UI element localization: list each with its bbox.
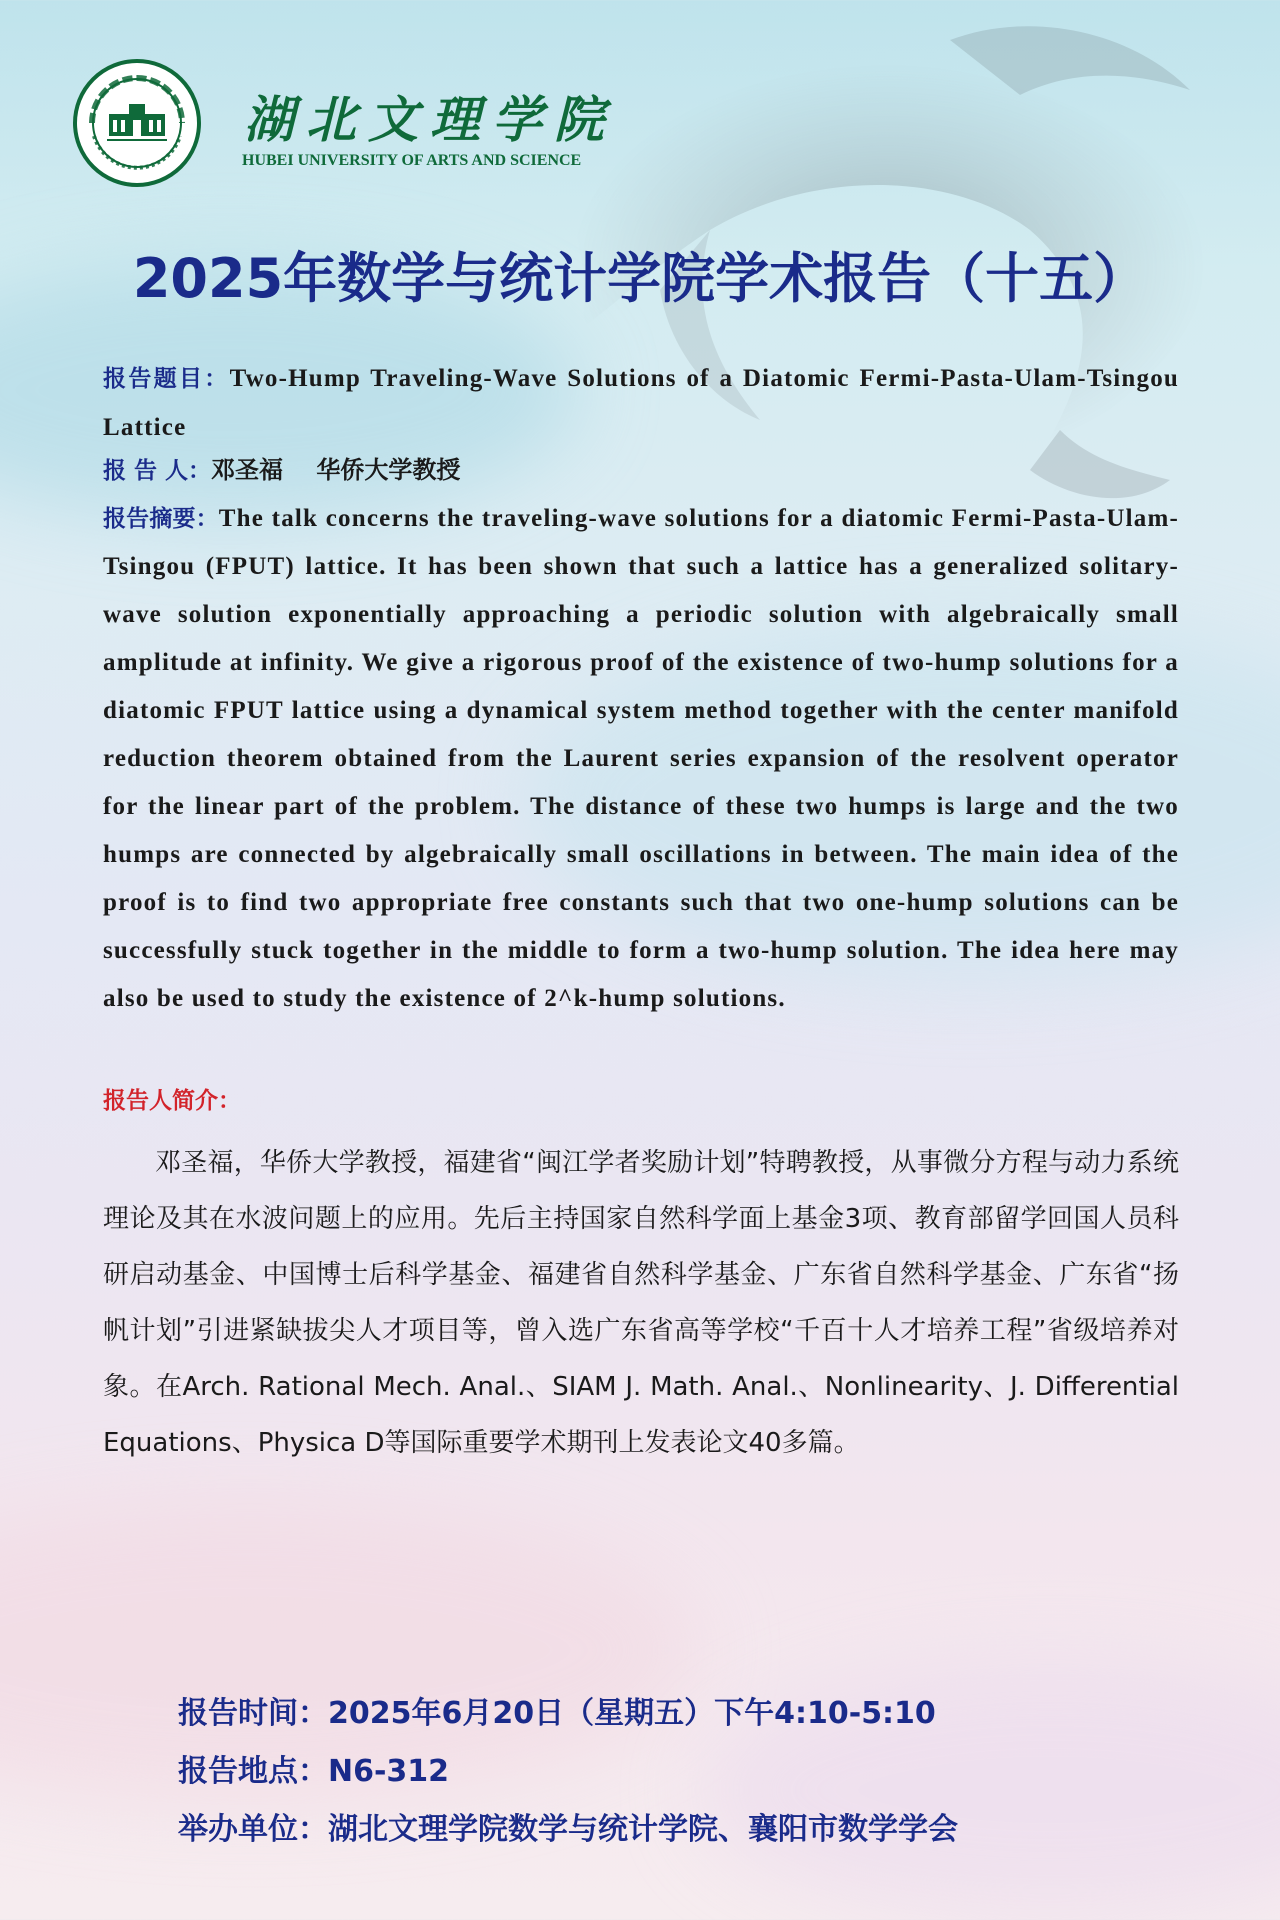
time-label: 报告时间： [178, 1696, 328, 1731]
abstract-section [103, 496, 1179, 1024]
bio-text: 邓圣福，华侨大学教授，福建省“闽江学者奖励计划”特聘教授，从事微分方程与动力系统理论及其在水波问题上的应用。先后主持国家自然科学面上基金3项、教育部留学回国人员科研启动基金、中国博士后科学基金、福建省自然科学基金、广东省自然科学基金、广东省“扬帆计划”引进紧缺拔尖人才项目等，曾入选广东省高等学校“千百十人才培养工程”省级培养对象。在Arch. Rational Mech. Anal.、SIAM J. Math. Anal.、Nonlinearity、J. Differential Equations、Physica D等国际重要学术期刊上发表论文40多篇。 [103, 1148, 1179, 1458]
abstract-label: 报告摘要： [103, 506, 219, 532]
place-row [178, 1746, 449, 1790]
host-value: 湖北文理学院数学与统计学院、襄阳市数学学会 [328, 1812, 958, 1847]
topic-section [103, 355, 1179, 453]
bio-label: 报告人简介： [103, 1088, 241, 1114]
place-value: N6-312 [328, 1754, 450, 1789]
university-name-zh: 湖北文理学院 [244, 90, 616, 149]
topic-label: 报告题目： [103, 366, 230, 392]
poster-title: 2025年数学与统计学院学术报告（十五） [132, 247, 1148, 310]
time-row [178, 1688, 936, 1732]
topic-text: Two-Hump Traveling-Wave Solutions of a Diatomic Fermi-Pasta-Ulam-Tsingou Lattice [103, 365, 1179, 441]
university-name-en: HUBEI UNIVERSITY OF ARTS AND SCIENCE [242, 152, 582, 169]
speaker-text: 邓圣福 华侨大学教授 [211, 456, 461, 484]
place-label: 报告地点： [178, 1754, 328, 1789]
abstract-text: The talk concerns the traveling-wave solutions for a diatomic Fermi-Pasta-Ulam-Tsingou (FPUT) lattice. It has been shown that such a lattice has a generalized solitary-wave solution exponentially approaching a periodic solution with algebraically small amplitude at infinity. We give a rigorous proof of the existence of two-hump solutions for a diatomic FPUT lattice using a dynamical system method together with the center manifold reduction theorem obtained from the Laurent series expansion of the resolvent operator for the linear part of the problem. The distance of these two humps is large and the two humps are connected by algebraically small oscillations in between. The main idea of the proof is to find two appropriate free constants such that two one-hump solutions can be successfully stuck together in the middle to form a two-hump solution. The idea here may also be used to study the existence of 2^k-hump solutions. [103, 505, 1180, 1012]
host-row [178, 1804, 958, 1848]
university-seal-logo [72, 58, 202, 188]
host-label: 举办单位： [178, 1812, 328, 1847]
time-value: 2025年6月20日（星期五）下午4:10-5:10 [328, 1696, 936, 1731]
speaker-label: 报 告 人： [103, 458, 212, 484]
speaker-section [103, 450, 1179, 493]
